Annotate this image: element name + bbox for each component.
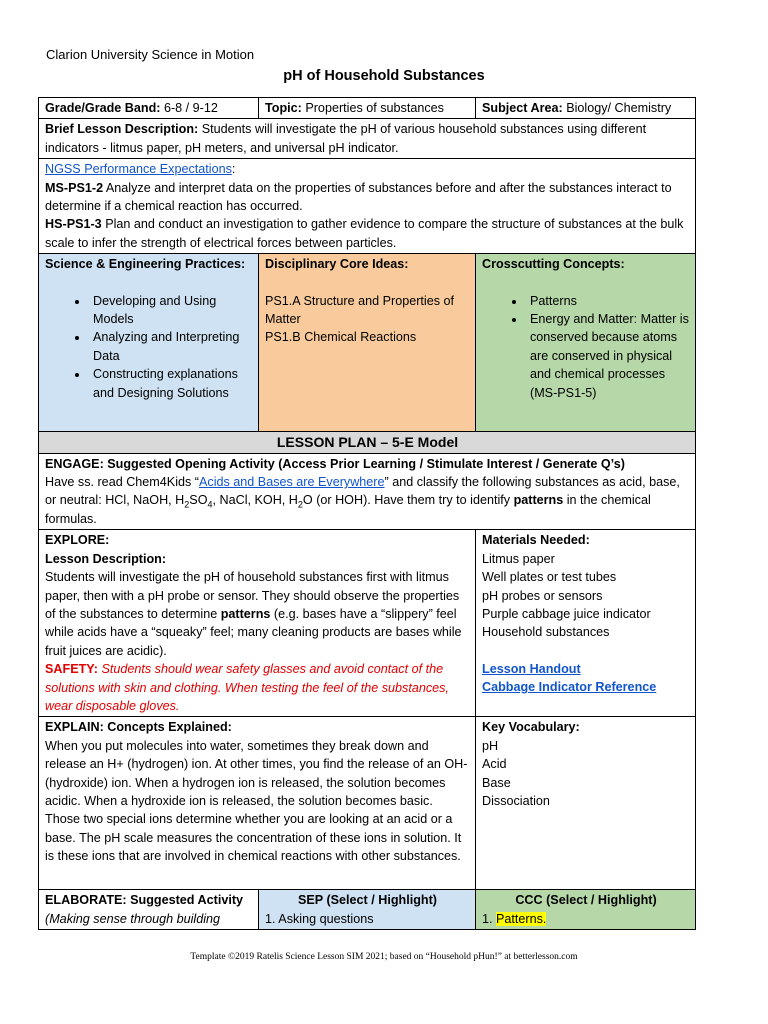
ngss-colon: : [231,162,236,177]
grade-label: Grade/Grade Band: [45,101,161,115]
explain-cell [39,717,476,890]
explore-row [39,530,696,717]
vocab-item: Base [482,775,511,790]
explain-row [39,717,696,890]
materials-item: Household substances [482,625,610,640]
topic-value: Properties of substances [301,101,444,115]
subject-label: Subject Area: [482,101,563,115]
template-footer: Template ©2019 Ratelis Science Lesson SIM 2021; based on “Household pHun!” at betterlesson.com [190,952,578,962]
elaborate-heading: ELABORATE: Suggested Activity [45,893,244,908]
vocab-cell [476,717,696,890]
organization-name: Clarion University Science in Motion [46,47,255,62]
sep-list [45,292,253,402]
materials-item: Well plates or test tubes [482,570,617,585]
safety-text: Students should wear safety glasses and avoid contact of the solutions with skin and clothing. When testing the feel of the substances, wear disposable gloves. [45,662,449,713]
safety-note [45,660,470,715]
vocab-item: Dissociation [482,793,550,808]
ccc-select-heading: CCC (Select / Highlight) [515,893,657,908]
ccc-heading: Crosscutting Concepts: [482,257,625,272]
cabbage-indicator-link[interactable]: Cabbage Indicator Reference [482,680,657,695]
sep-item: • Developing and Using Models [89,292,253,329]
explore-text: Students will investigate the pH of household substances first with litmus paper, then with a pH probe or sensor. They should observe the properties of the substances to determine patterns (e.g. bases have a “slippery” feel while acids have a “squeaky” feel; many cleaning products are bases while fruit juices are acidic). [45,570,462,658]
sep-select-cell [259,890,476,930]
brief-label: Brief Lesson Description: [45,122,199,137]
ccc-select-item: 1. Patterns. [482,911,547,926]
lesson-plan-heading: LESSON PLAN – 5-E Model [39,432,696,453]
dci-item: PS1.A Structure and Properties of Matter [265,293,455,327]
sep-select-heading: SEP (Select / Highlight) [297,893,438,908]
engage-heading: ENGAGE: Suggested Opening Activity (Access Prior Learning / Stimulate Interest / Generate Q’s) [45,456,625,471]
lesson-description-heading: Lesson Description: [45,551,167,566]
three-dimensions-row [39,254,696,432]
lesson-plan-table [38,97,696,930]
grade-value: 6-8 / 9-12 [160,101,218,115]
grade-cell [39,98,259,119]
subject-cell [476,98,696,119]
explore-heading: EXPLORE: [45,533,110,548]
brief-row [39,119,696,159]
engage-row [39,453,696,530]
safety-label: SAFETY: [45,662,98,677]
ccc-list [482,292,690,402]
brief-text: Students will investigate the pH of various household substances using different indicators - litmus paper, pH meters, and universal pH indicator. [45,122,647,155]
vocab-item: pH [482,738,499,753]
info-row [39,98,696,119]
vocab-heading: Key Vocabulary: [482,720,580,735]
ms-ps1-2-text: Analyze and interpret data on the properties of substances before and after the substances interact to determine if a chemical reaction has occurred. [45,180,672,214]
sep-cell [39,254,259,432]
ccc-select-cell [476,890,696,930]
ngss-cell [39,159,696,254]
dci-item: PS1.B Chemical Reactions [265,330,417,345]
ccc-cell [476,254,696,432]
sep-heading: Science & Engineering Practices: [45,257,246,272]
hs-ps1-3-code: HS-PS1-3 [45,217,102,232]
ccc-item: • Patterns [526,292,690,310]
materials-item: pH probes or sensors [482,588,603,603]
dci-heading: Disciplinary Core Ideas: [265,257,409,272]
materials-item: Purple cabbage juice indicator [482,606,651,621]
explain-text: When you put molecules into water, sometimes they break down and release an H+ (hydrogen) ion. At other times, you find the release of an OH-(hydroxide) ion. When a hydrogen ion is released, the solution becomes acidic. When a hydroxide ion is released, the solution becomes basic. Those two special ions determine whether you are looking at an acid or a base. The pH scale measures the concentration of these ions in solution. It is these ions that are involved in chemical reactions with other substances. [45,738,468,864]
ccc-item: • Energy and Matter: Matter is conserved because atoms are conserved in physical and chemical processes (MS-PS1-5) [526,310,690,402]
topic-label: Topic: [265,101,302,115]
lesson-plan-heading-row [39,432,696,453]
ngss-row [39,159,696,254]
sep-item: • Analyzing and Interpreting Data [89,328,253,365]
topic-cell [259,98,476,119]
document-title: pH of Household Substances [283,68,485,84]
sep-item: • Constructing explanations and Designing Solutions [89,365,253,402]
highlighted-patterns: Patterns. [496,911,547,926]
subject-value: Biology/ Chemistry [562,101,672,115]
materials-heading: Materials Needed: [482,533,590,548]
elaborate-cell [39,890,259,930]
explain-heading: EXPLAIN: Concepts Explained: [45,720,232,735]
brief-cell [39,119,696,159]
chem4kids-link[interactable]: Acids and Bases are Everywhere [199,475,385,490]
engage-cell [39,453,696,530]
hs-ps1-3-text: Plan and conduct an investigation to gather evidence to compare the structure of substances at the bulk scale to infer the strength of electrical forces between particles. [45,217,684,250]
vocab-item: Acid [482,757,507,772]
engage-text: Have ss. read Chem4Kids “Acids and Bases are Everywhere” and classify the following substances as acid, base, or neutral: HCl, NaOH, $H_2SO_4$, NaCl, KOH, $H_2O$ (or HOH). Have them try to identify patterns in the chemical formulas. [45,475,680,526]
dci-cell [259,254,476,432]
materials-cell [476,530,696,717]
explore-cell [39,530,476,717]
elaborate-row [39,890,696,930]
ms-ps1-2-code: MS-PS1-2 [45,180,104,195]
materials-item: Litmus paper [482,551,555,566]
lesson-handout-link[interactable]: Lesson Handout [482,661,581,676]
sep-select-item: 1. Asking questions [265,911,374,926]
elaborate-subtext: (Making sense through building [45,911,221,926]
ngss-link[interactable]: NGSS Performance Expectations [45,162,232,177]
